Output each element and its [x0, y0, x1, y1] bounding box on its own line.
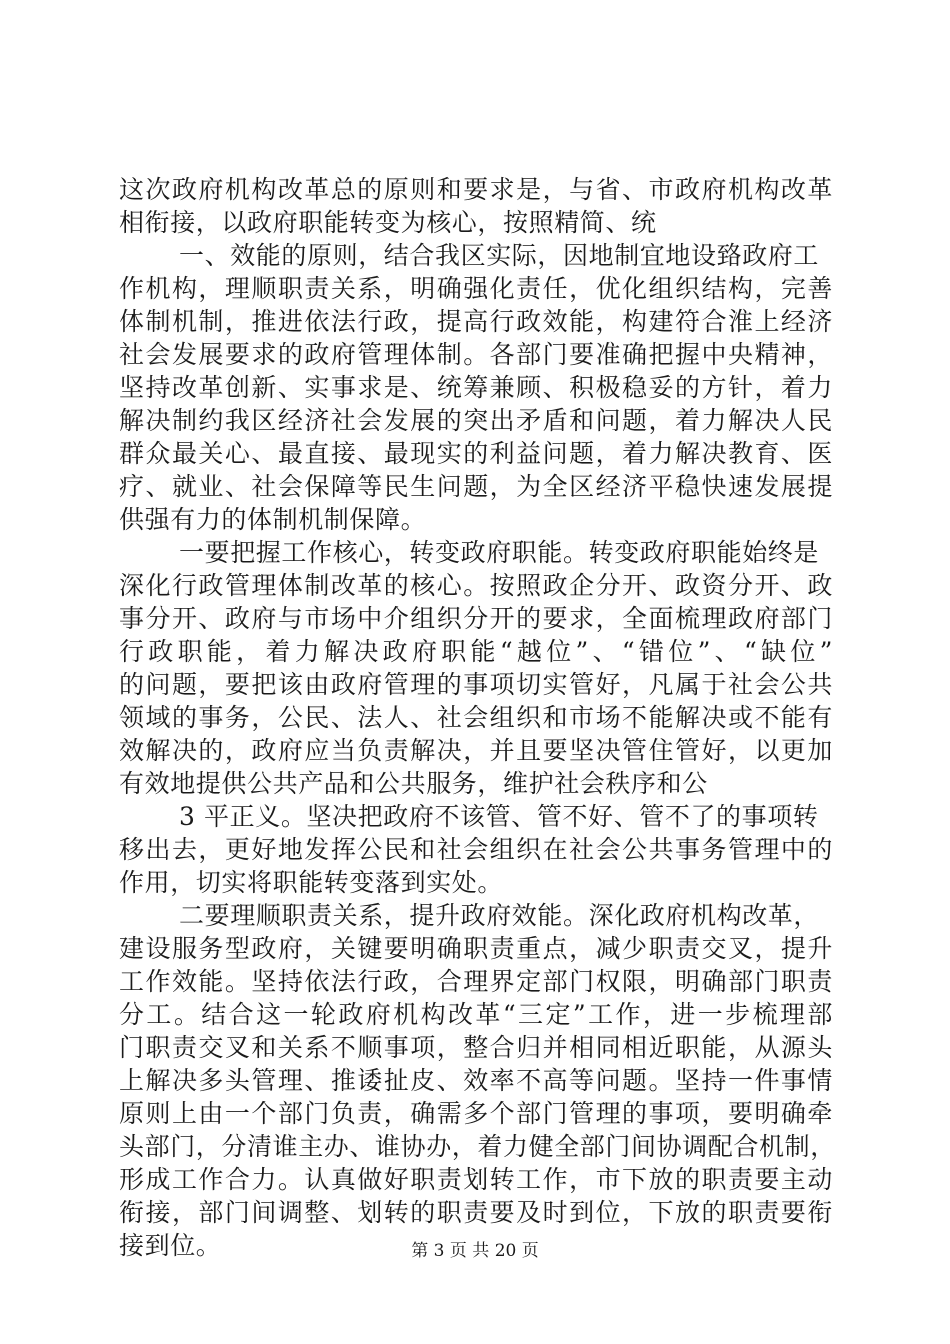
text-line: 群众最关心、最直接、最现实的利益问题，着力解决教育、医 — [119, 439, 833, 468]
text-line: 供强有力的体制机制保障。 — [119, 505, 427, 534]
text-line: 分工。结合这一轮政府机构改革“三定”工作，进一步梳理部 — [119, 1000, 833, 1029]
text-line: 形成工作合力。认真做好职责划转工作，市下放的职责要主动 — [119, 1165, 833, 1194]
text-line: 上解决多头管理、推诿扯皮、效率不高等问题。坚持一件事情 — [119, 1066, 833, 1095]
text-line: 体制机制，推进依法行政，提高行政效能，构建符合淮上经济 — [119, 307, 833, 336]
text-line: 行政职能，着力解决政府职能“越位”、“错位”、“缺位” — [119, 637, 833, 666]
text-line: 疗、就业、社会保障等民生问题，为全区经济平稳快速发展提 — [119, 472, 833, 501]
text-line: 衔接，部门间调整、划转的职责要及时到位，下放的职责要衔 — [119, 1198, 833, 1227]
text-line: 事分开、政府与市场中介组织分开的要求，全面梳理政府部门 — [119, 604, 833, 633]
text-line: 作用，切实将职能转变落到实处。 — [119, 868, 504, 897]
text-line: 头部门，分清谁主办、谁协办，着力健全部门间协调配合机制， — [119, 1132, 836, 1161]
text-line: 一要把握工作核心，转变政府职能。转变政府职能始终是 — [179, 538, 820, 567]
text-line: 3 平正义。坚决把政府不该管、管不好、管不了的事项转 — [179, 802, 819, 831]
text-line: 建设服务型政府，关键要明确职责重点，减少职责交叉，提升 — [119, 934, 833, 963]
text-line: 一、效能的原则，结合我区实际，因地制宜地设臵政府工 — [179, 241, 820, 270]
text-line: 接到位。 — [119, 1231, 222, 1260]
text-line: 解决制约我区经济社会发展的突出矛盾和问题，着力解决人民 — [119, 406, 833, 435]
text-line: 原则上由一个部门负责，确需多个部门管理的事项，要明确牵 — [119, 1099, 833, 1128]
text-line: 效解决的，政府应当负责解决，并且要坚决管住管好，以更加 — [119, 736, 833, 765]
text-line: 这次政府机构改革总的原则和要求是，与省、市政府机构改革 — [119, 175, 833, 204]
text-line: 坚持改革创新、实事求是、统筹兼顾、积极稳妥的方针，着力 — [119, 373, 833, 402]
text-line: 有效地提供公共产品和公共服务，维护社会秩序和公 — [119, 769, 708, 798]
text-line: 深化行政管理体制改革的核心。按照政企分开、政资分开、政 — [119, 571, 833, 600]
text-line: 领域的事务，公民、法人、社会组织和市场不能解决或不能有 — [119, 703, 833, 732]
document-body — [119, 173, 836, 1262]
text-line: 门职责交叉和关系不顺事项，整合归并相同相近职能，从源头 — [119, 1033, 833, 1062]
text-line: 工作效能。坚持依法行政，合理界定部门权限，明确部门职责 — [119, 967, 833, 996]
text-line: 相衔接，以政府职能转变为核心，按照精简、统 — [119, 208, 657, 237]
text-line: 作机构，理顺职责关系，明确强化责任，优化组织结构，完善 — [119, 274, 833, 303]
text-line: 社会发展要求的政府管理体制。各部门要准确把握中央精神， — [119, 340, 833, 369]
text-line: 移出去，更好地发挥公民和社会组织在社会公共事务管理中的 — [119, 835, 833, 864]
text-line: 二要理顺职责关系，提升政府效能。深化政府机构改革， — [179, 901, 820, 930]
text-line: 的问题，要把该由政府管理的事项切实管好，凡属于社会公共 — [119, 670, 833, 699]
page-number: 第 3 页 共 20 页 — [411, 1241, 539, 1261]
